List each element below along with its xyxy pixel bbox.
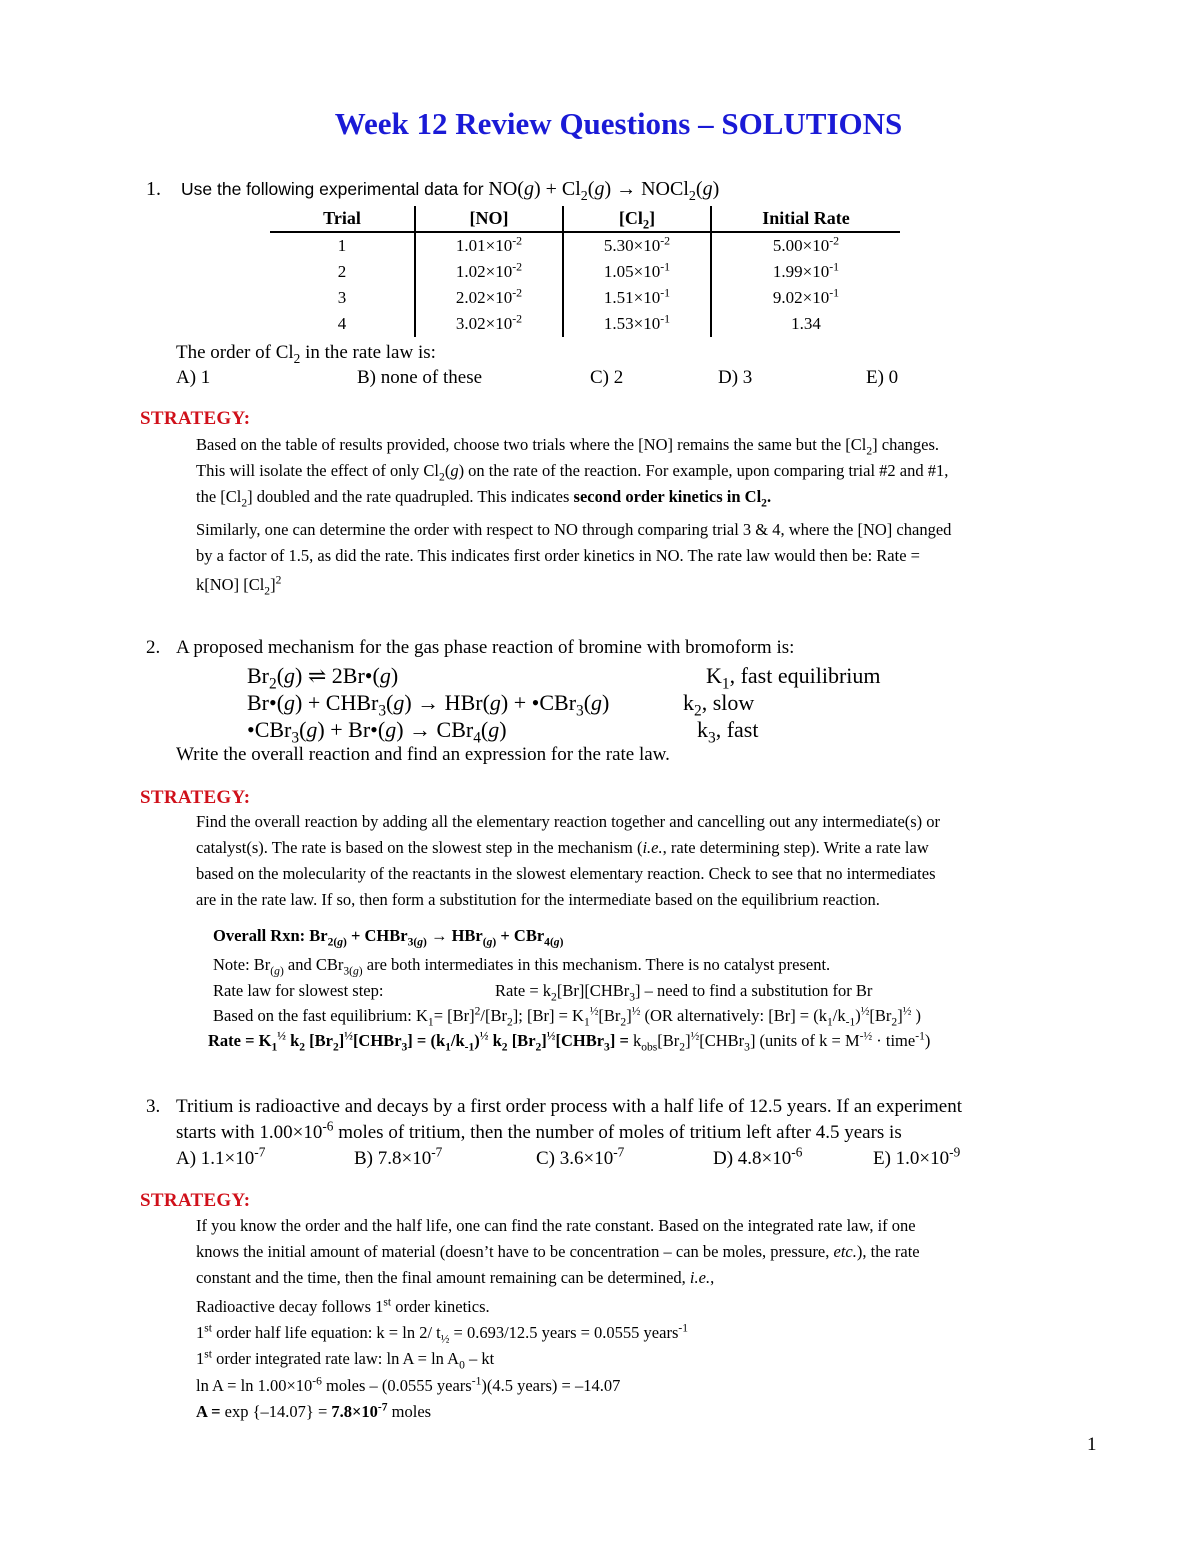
q3-prompt-line2: starts with $1.00\times 10^{-6}$ moles of tritium, then the number of moles of tritium left after 4.5 years is bbox=[176, 1118, 902, 1143]
q2-number: 2. bbox=[146, 637, 161, 658]
table-cell: $1.99\times 10^{-1}$ bbox=[711, 259, 900, 285]
table-row bbox=[270, 232, 900, 259]
table-cell: 2 bbox=[337, 262, 347, 281]
q1-strategy-label: STRATEGY: bbox=[140, 408, 251, 429]
q1-strategy-line: This will isolate the effect of only $Cl_2(g)$ on the rate of the reaction. For example, upon comparing trial #2 and #1, bbox=[196, 461, 949, 484]
table-header-cell: Trial bbox=[270, 206, 415, 232]
q2-note: Note: $Br_{(g)}$ and CBr$_{3(g)}$ are both intermediates in this mechanism. There is no catalyst present. bbox=[213, 955, 831, 978]
q2-rate-slow-label: Rate law for slowest step: bbox=[213, 981, 384, 1000]
q3-strategy-line: constant and the time, then the final amount remaining can be determined, i.e., bbox=[196, 1268, 715, 1287]
q3-option-e: E) $1.0\times 10^{-9}$ bbox=[873, 1144, 961, 1169]
q3-answer: $A = \exp \{-14.07\} = 7.8\times 10^{-7}$ moles bbox=[196, 1401, 432, 1421]
table-cell: 4 bbox=[337, 314, 347, 333]
q2-step-3: •CBr$_3$(g) + Br•(g) → CBr$_4$(g) bbox=[247, 717, 507, 747]
q3-half-life-eq: 1st order half life equation: k = ln 2/ $t_{\frac{1}{2}} = 0.693/12.5$ years = 0.0555 years$^{-1}$ bbox=[196, 1322, 688, 1346]
q1-option-a: A) 1 bbox=[176, 367, 211, 388]
table-cell: $3.02\times 10^{-2}$ bbox=[415, 311, 563, 337]
q2-fast-equilibrium: Based on the fast equilibrium: $K_1= [Br]^2/[Br_2]$; $[Br] = K_1^{\frac{1}{2}}[Br_2]^{\frac{1}{2}}$ (OR alternatively: $[Br] = (k_1/k_{-1})^{\frac{1}{2}}[Br_2]^{\frac{1}{2}}$ ) bbox=[213, 1005, 921, 1029]
q3-ln-calc: $\ln A = \ln 1.00\times 10^{-6}$ moles – (0.0555 years$^{-1}$)(4.5 years) = –14.07 bbox=[196, 1375, 621, 1395]
table-cell: $5.30\times 10^{-2}$ bbox=[563, 232, 711, 259]
q1-option-b: B) none of these bbox=[357, 367, 483, 388]
q3-integrated-law: 1st order integrated rate law: $\ln A = \ln A_0$ – kt bbox=[196, 1348, 495, 1372]
q1-strategy-line: by a factor of 1.5, as did the rate. This indicates first order kinetics in NO. The rate law would then be: Rate = bbox=[196, 546, 920, 565]
q1-prompt: 1. Use the following experimental data for $NO(g) + Cl_2(g)$ → NOCl$_2$(g) bbox=[146, 178, 720, 204]
q1-strategy-line: Similarly, one can determine the order with respect to NO through comparing trial 3 & 4, where the [NO] changed bbox=[196, 520, 952, 539]
table-row bbox=[270, 311, 900, 337]
q2-final-rate: Rate = $K_1^{\frac{1}{2}}$ $k_2$ $[Br_2]^{\frac{1}{2}}[CHBr_3] = (k_1/k_{-1})^{\frac{1}{2}}$ $k_2$ $[Br_2]^{\frac{1}{2}}[CHBr_3]$ = $k_{obs}[Br_2]^{\frac{1}{2}}[CHBr_3]$ (units of $k = M^{-\frac{1}{2}}$ · time$^{-1}$) bbox=[208, 1030, 931, 1054]
q2-task: Write the overall reaction and find an expression for the rate law. bbox=[176, 744, 670, 765]
q3-number: 3. bbox=[146, 1096, 161, 1117]
q3-option-c: C) $3.6\times 10^{-7}$ bbox=[536, 1144, 625, 1169]
q2-step-2: Br•(g) + CHBr$_3$(g) → HBr(g) + •CBr$_3$(g) bbox=[247, 690, 610, 720]
table-cell: $1.53\times 10^{-1}$ bbox=[563, 311, 711, 337]
q3-strategy-label: STRATEGY: bbox=[140, 1190, 251, 1211]
q3-strategy-line: If you know the order and the half life, one can find the rate constant. Based on the integrated rate law, if one bbox=[196, 1216, 916, 1235]
q1-question: The order of $Cl_2$ in the rate law is: bbox=[176, 342, 436, 366]
q3-strategy-line: knows the initial amount of material (doesn’t have to be concentration – can be moles, pressure, etc.), the rate bbox=[196, 1242, 920, 1261]
q3-decay: Radioactive decay follows 1st order kinetics. bbox=[196, 1296, 490, 1316]
q1-strategy-line: k[NO] $[Cl_2]^2$ bbox=[196, 574, 282, 598]
q1-data-table bbox=[270, 206, 900, 337]
q2-step-1: $Br_2(g)$ ⇌ 2Br•(g) bbox=[247, 663, 399, 693]
table-cell: $5.00\times 10^{-2}$ bbox=[711, 232, 900, 259]
q2-rate-slow-eq: Rate = $k_2[Br][CHBr_3]$ – need to find a substitution for Br bbox=[495, 981, 873, 1004]
table-cell: $1.02\times 10^{-2}$ bbox=[415, 259, 563, 285]
table-cell: 1 bbox=[337, 236, 347, 255]
q2-prompt: 2. A proposed mechanism for the gas phase reaction of bromine with bromoform is: bbox=[146, 637, 795, 658]
table-header-cell: [NO] bbox=[415, 206, 563, 232]
q1-option-d: D) 3 bbox=[718, 367, 753, 388]
q1-option-c: C) 2 bbox=[590, 367, 624, 388]
q3-option-d: D) $4.8\times 10^{-6}$ bbox=[713, 1144, 803, 1169]
table-row bbox=[270, 285, 900, 311]
table-row bbox=[270, 259, 900, 285]
table-cell: $1.05\times 10^{-1}$ bbox=[563, 259, 711, 285]
q1-number: 1. bbox=[146, 178, 161, 200]
q1-option-e: E) 0 bbox=[866, 367, 899, 388]
table-cell: 1.34 bbox=[711, 311, 900, 337]
q2-strategy-label: STRATEGY: bbox=[140, 787, 251, 808]
table-cell: $9.02\times 10^{-1}$ bbox=[711, 285, 900, 311]
page-title: Week 12 Review Questions – SOLUTIONS bbox=[334, 106, 903, 141]
table-cell: $1.51\times 10^{-1}$ bbox=[563, 285, 711, 311]
table-cell: 3 bbox=[337, 288, 347, 307]
q2-overall-reaction: Overall Rxn: $Br_{2(g)}$ + CHBr$_{3(g)}$ → HBr$_{(g)}$ + CBr$_{4(g)}$ bbox=[213, 926, 564, 949]
q1-strategy-line: the $[Cl_2]$ doubled and the rate quadrupled. This indicates second order kinetics in $Cl_2$. bbox=[196, 487, 772, 510]
table-header-cell: $[Cl_2]$ bbox=[563, 206, 711, 232]
q3-option-b: B) $7.8\times 10^{-7}$ bbox=[354, 1144, 443, 1169]
q2-strategy-line: based on the molecularity of the reactants in the slowest elementary reaction. Check to see that no intermediates bbox=[196, 864, 936, 883]
q3-prompt-line1: 3. Tritium is radioactive and decays by a first order process with a half life of 12.5 years. If an experiment bbox=[146, 1096, 962, 1117]
table-header-row bbox=[270, 206, 900, 232]
q3-option-a: A) $1.1\times 10^{-7}$ bbox=[176, 1144, 266, 1169]
page-number: 1 bbox=[1087, 1434, 1097, 1455]
q2-step-2-k: $k_2$, slow bbox=[683, 690, 755, 720]
table-cell: $1.01\times 10^{-2}$ bbox=[415, 232, 563, 259]
table-cell: $2.02\times 10^{-2}$ bbox=[415, 285, 563, 311]
q1-strategy-line: Based on the table of results provided, choose two trials where the [NO] remains the same but the $[Cl_2]$ changes. bbox=[196, 435, 940, 458]
q2-step-1-k: $K_1$, fast equilibrium bbox=[706, 663, 881, 693]
q2-strategy-line: Find the overall reaction by adding all the elementary reaction together and cancelling out any intermediate(s) or bbox=[196, 812, 941, 831]
q2-step-3-k: $k_3$, fast bbox=[697, 717, 759, 747]
table-header-cell: Initial Rate bbox=[711, 206, 900, 232]
q2-strategy-line: catalyst(s). The rate is based on the slowest step in the mechanism (i.e., rate determining step). Write a rate law bbox=[196, 838, 929, 857]
q2-strategy-line: are in the rate law. If so, then form a substitution for the intermediate based on the equilibrium reaction. bbox=[196, 890, 880, 909]
